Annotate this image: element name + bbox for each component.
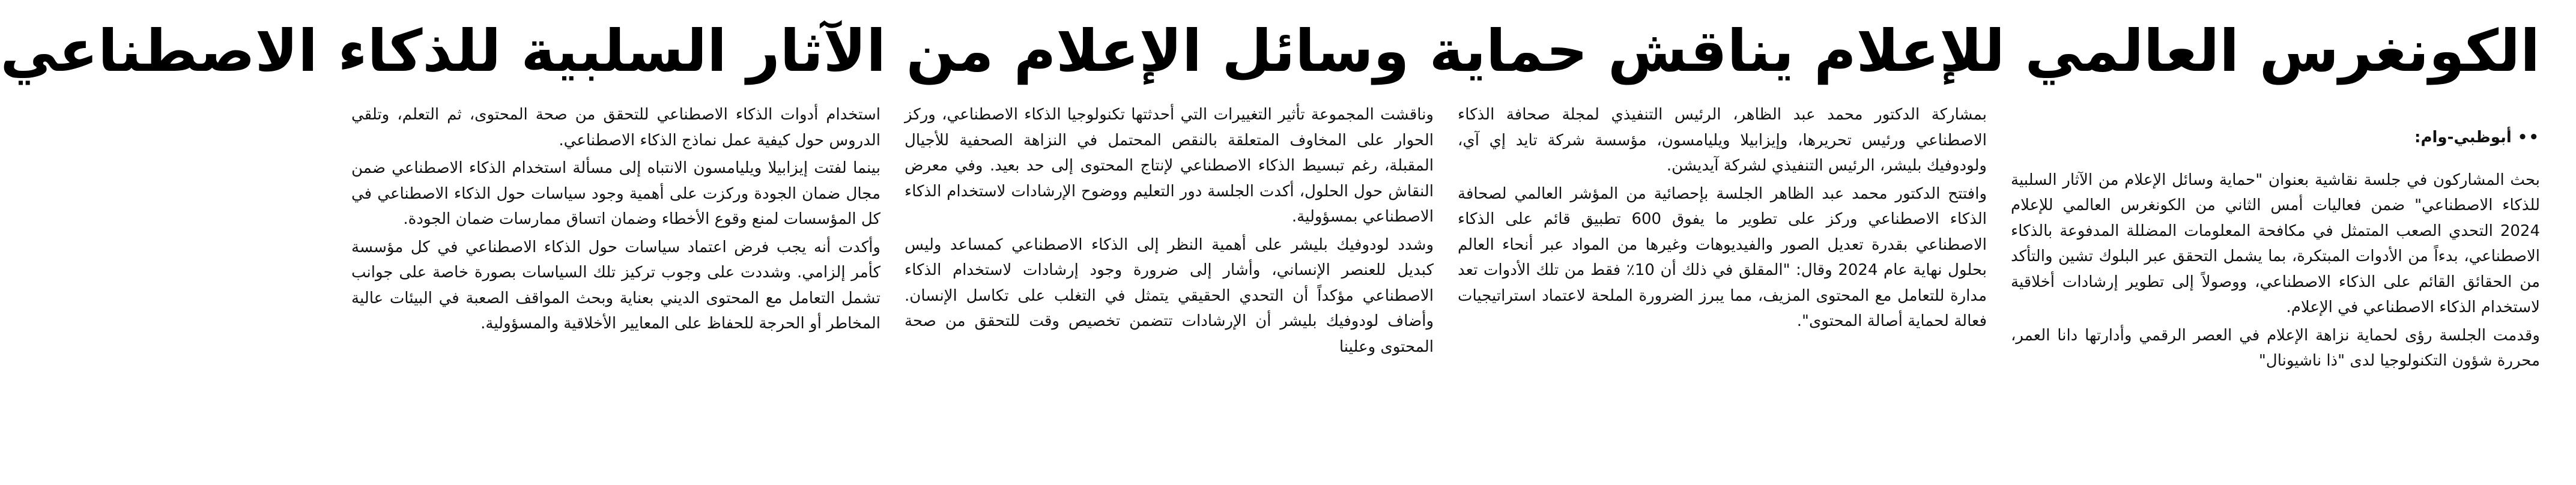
paragraph: وشدد لودوفيك بليشر على أهمية النظر إلى الذكاء الاصطناعي كمساعد وليس كبديل للعنصر الإنساني، وأشار إلى ضرورة وجود إرشادات لاستخدام الذكاء الاصطناعي مؤكداً أن التحدي الحقيقي يتمثل في التغلب على تكاسل الإنسان. وأضاف لودوفيك بليشر أن الإرشادات تتضمن تخصيص وقت للتحقق من صحة المحتوى وعلينا xyxy=(905,235,1434,356)
article-column-4 xyxy=(351,102,880,480)
dateline xyxy=(2011,125,2540,151)
paragraph: وافتتح الدكتور محمد عبد الظاهر الجلسة بإحصائية من المؤشر العالمي لصحافة الذكاء الاصطناعي وركز على تطوير ما يفوق 600 تطبيق قائم على الذكاء الاصطناعي بقدرة تعديل الصور والفيديوهات وغيرها من المواد عبر أنحاء العالم بحلول نهاية عام 2024 وقال: "المقلق في ذلك أن 10٪ فقط من تلك الأدوات تعد مدارة للتعامل مع المحتوى المزيف، مما يبرز الضرورة الملحة لاعتماد استراتيجيات فعالة لحماية أصالة المحتوى". xyxy=(1458,184,1987,330)
bullet-marker: •• xyxy=(2517,128,2540,146)
article-column-3 xyxy=(905,102,1434,480)
article-column-1 xyxy=(2011,102,2540,480)
paragraph: بينما لفتت إيزابيلا ويليامسون الانتباه إلى مسألة استخدام الذكاء الاصطناعي ضمن مجال ضمان الجودة وركزت على أهمية وجود سياسات حول الذكاء الاصطناعي في كل المؤسسات لمنع وقوع الأخطاء وضمان اتساق ممارسات ضمان الجودة. xyxy=(351,159,880,228)
paragraph: استخدام أدوات الذكاء الاصطناعي للتحقق من صحة المحتوى، ثم التعلم، وتلقي الدروس حول كيفية عمل نماذج الذكاء الاصطناعي. xyxy=(351,106,880,149)
article-columns xyxy=(351,102,2540,480)
dateline-text: أبوظبي-وام: xyxy=(2414,128,2512,146)
paragraph: وناقشت المجموعة تأثير التغييرات التي أحدثتها تكنولوجيا الذكاء الاصطناعي، وركز الحوار على المخاوف المتعلقة بالنقص المحتمل في النزاهة الصحفية للأجيال المقبلة، رغم تبسيط الذكاء الاصطناعي لإنتاج المحتوى إلى حد بعيد. وفي معرض النقاش حول الحلول، أكدت الجلسة دور التعليم ووضوح الإرشادات لاستخدام الذكاء الاصطناعي بمسؤولية. xyxy=(905,106,1434,226)
paragraph: بحث المشاركون في جلسة نقاشية بعنوان "حماية وسائل الإعلام من الآثار السلبية للذكاء الاصطناعي" ضمن فعاليات أمس الثاني من الكونغرس العالمي للإعلام 2024 التحدي الصعب المتمثل في مكافحة المعلومات المضللة المدفوعة بالذكاء الاصطناعي، بدءاً من الأدوات المبتكرة، بما يشمل التحقق عبر البلوك تشين والتأكد من الحقائق القائم على الذكاء الاصطناعي، ووصولاً إلى تطوير إرشادات أخلاقية لاستخدام الذكاء الاصطناعي في الإعلام. xyxy=(2011,170,2540,316)
paragraph: بمشاركة الدكتور محمد عبد الظاهر، الرئيس التنفيذي لمجلة صحافة الذكاء الاصطناعي ورئيس تحريرها، وإيزابيلا ويليامسون، مؤسسة شركة تايد إي آي، ولودوفيك بليشر، الرئيس التنفيذي لشركة آيديشن. xyxy=(1458,106,1987,175)
article-headline: الكونغرس العالمي للإعلام يناقش حماية وسائل الإعلام من الآثار السلبية للذكاء الاصطناعي xyxy=(0,17,2540,85)
paragraph: وقدمت الجلسة رؤى لحماية نزاهة الإعلام في العصر الرقمي وأدارتها دانا العمر، محررة شؤون التكنولوجيا لدى "ذا ناشيونال" xyxy=(2011,326,2540,370)
article-column-2 xyxy=(1458,102,1987,480)
paragraph: وأكدت أنه يجب فرض اعتماد سياسات حول الذكاء الاصطناعي في كل مؤسسة كأمر إلزامي. وشددت على وجوب تركيز تلك السياسات بصورة خاصة على جوانب تشمل التعامل مع المحتوى الديني بعناية وبحث المواقف الصعبة في البيئات عالية المخاطر أو الحرجة للحفاظ على المعايير الأخلاقية والمسؤولية. xyxy=(351,238,880,333)
